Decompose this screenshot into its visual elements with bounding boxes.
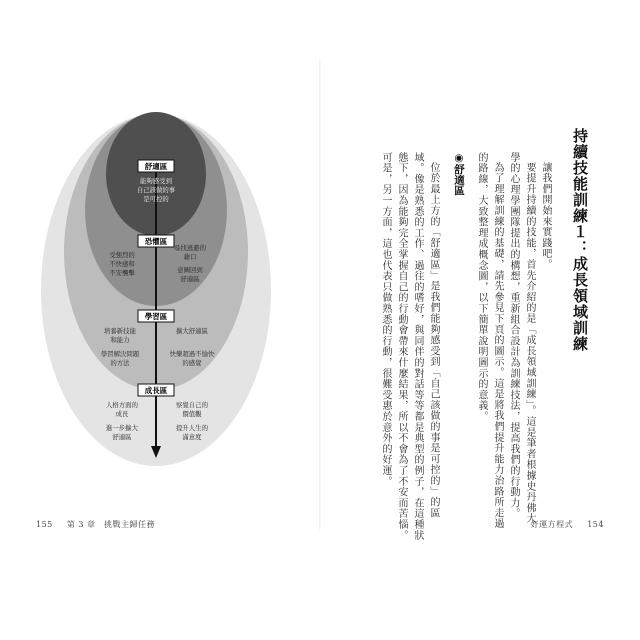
comfort-item: 是可控的 — [143, 195, 169, 203]
fear-item-right: 尋找逃避的 — [174, 244, 206, 252]
section-heading: 持續技能訓練１：成長領域訓練 — [571, 128, 589, 352]
left-running-title: 第 3 章 挑戰主歸任務 — [66, 520, 156, 529]
svg-text:成長區: 成長區 — [144, 386, 168, 395]
fear-item-right: 藉口 — [183, 253, 197, 261]
paragraph-line: 為了理解訓練的基礎，請先參見下頁的圖示。這是將我們提升能力治路所走過 — [492, 162, 503, 530]
paragraph-line: 的路線，大致整理成概念圖，以下簡單說明圖示的意義。 — [476, 152, 487, 422]
comfort-item: 能夠感受到 — [140, 177, 172, 185]
paragraph-line: 可是，另一方面，這也代表只做熟悉的行動，很難受惠於意外的好運。 — [380, 152, 391, 487]
growth-item-right: 提升人生的 — [176, 424, 208, 432]
fear-item-left: 不安襲擊 — [109, 269, 135, 277]
right-footer — [531, 519, 604, 530]
fear-item-left: 受強烈的 — [109, 251, 135, 259]
learning-item-left: 學習解決問題 — [100, 350, 140, 358]
svg-text:舒適區: 舒適區 — [144, 162, 168, 171]
learning-item-left: 的方法 — [110, 359, 130, 367]
growth-item-left: 舒適區 — [112, 433, 132, 441]
paragraph-line: 讓我們開始來實踐吧。 — [540, 162, 551, 270]
svg-text:恐懼區: 恐懼區 — [144, 237, 168, 246]
learning-item-right: 的感覺 — [182, 359, 202, 367]
paragraph-line: 要提升持續的技能，首先介紹的是「成長領域訓練」。這是筆者根據史丹佛大 — [524, 162, 535, 525]
fear-item-right: 意圖回到 — [177, 266, 203, 274]
growth-item-right: 價值觀 — [182, 410, 202, 418]
fear-item-left: 不快感和 — [109, 260, 135, 268]
fear-item-right: 舒適區 — [180, 275, 200, 283]
book-gutter — [319, 60, 321, 530]
paragraph-line: 學的心理學團隊提出的構想，重新組合設計為訓練技法，提高我們的行動力。 — [508, 152, 519, 520]
growth-item-right: 滿意度 — [182, 433, 202, 441]
growth-item-left: 進一步擴大 — [106, 424, 138, 432]
left-page-number: 155 — [36, 520, 53, 529]
learning-item-left: 培養新技能 — [104, 327, 136, 335]
subheading-comfort-zone: ◉舒適區 — [453, 152, 465, 196]
paragraph-line: 態下，因為能夠完全掌握自己的行動會帶來什麼結果，所以不會為了不安而苦惱。 — [396, 152, 407, 541]
paragraph-line: 域。像是熟悉的工作、過往的嗜好，與同伴的對話等等都是典型的例子，在這種狀 — [412, 152, 423, 541]
right-page-number: 154 — [587, 520, 604, 529]
growth-item-right: 察覺自己的 — [176, 401, 208, 409]
svg-text:學習區: 學習區 — [144, 312, 168, 321]
right-running-title: 好運方程式 — [530, 520, 574, 529]
paragraph-line: 位於最上方的「舒適區」是我們能夠感受到「自己該做的事是可控的」的區 — [428, 162, 439, 519]
learning-item-left: 和能力 — [110, 336, 130, 344]
left-footer — [36, 519, 155, 530]
growth-zone-label — [138, 384, 174, 396]
comfort-zone-label — [138, 160, 174, 172]
comfort-item: 自己該做的事 — [136, 186, 176, 194]
learning-item-right: 快樂超過不愉快 — [169, 350, 215, 358]
zone-diagram — [40, 110, 280, 470]
growth-item-left: 成長 — [115, 410, 129, 418]
fear-zone-label — [138, 235, 174, 247]
growth-item-left: 人格方面的 — [106, 401, 138, 409]
learning-item-right: 擴大舒適區 — [176, 327, 208, 335]
learning-zone-label — [138, 310, 174, 322]
